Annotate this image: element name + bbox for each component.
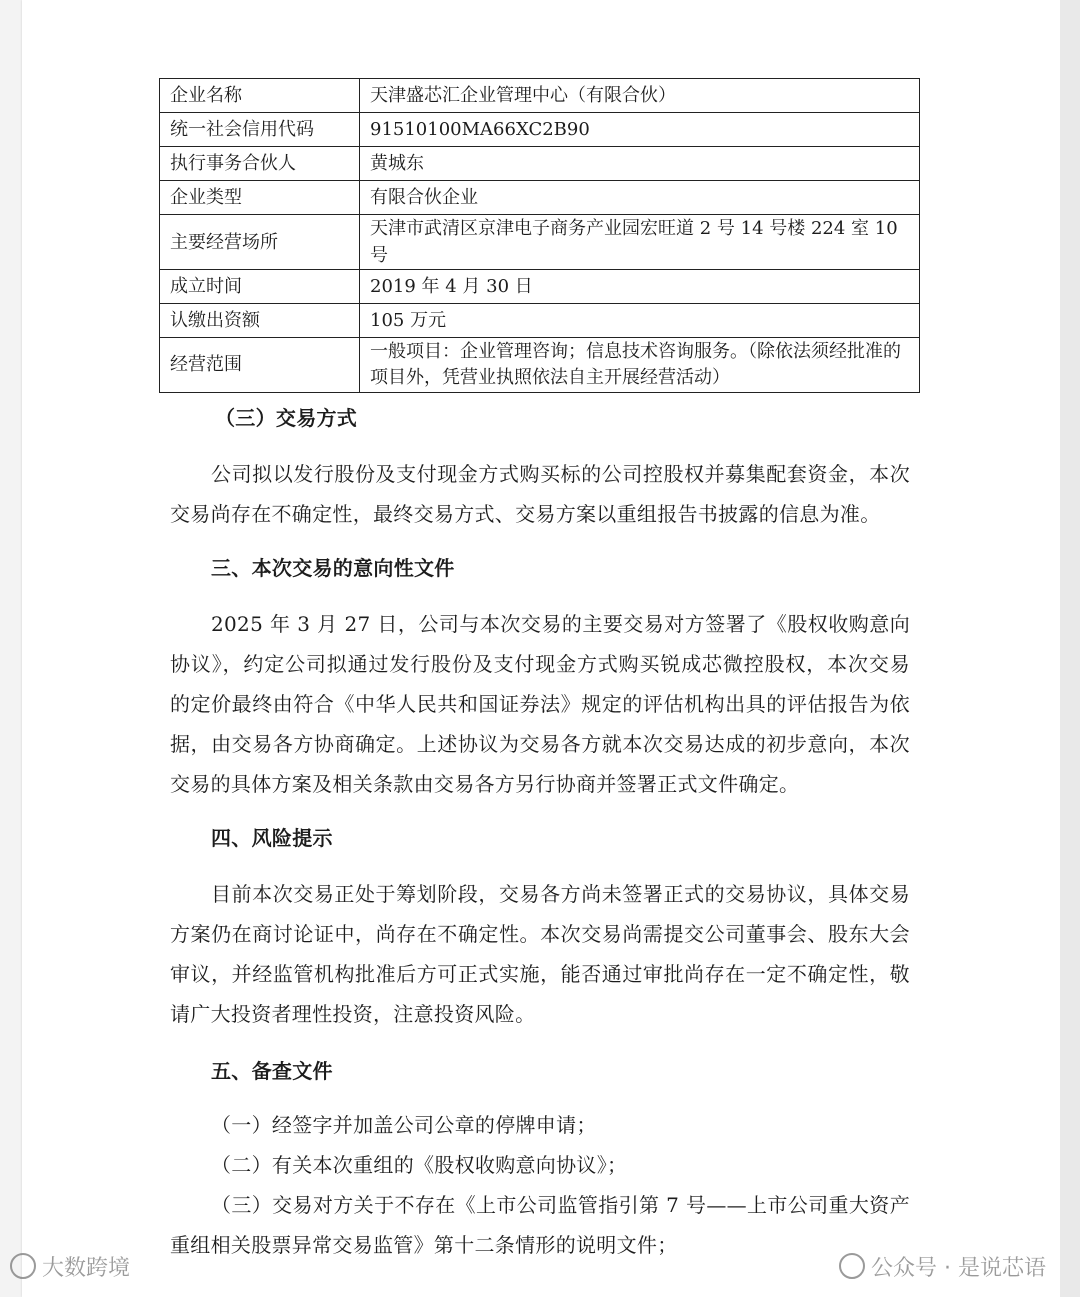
section-trade-method [170,398,910,534]
table-row [160,79,920,113]
list-item: （三）交易对方关于不存在《上市公司监管指引第 7 号——上市公司重大资产重组相关股票异常交易监管》第十二条情形的说明文件； [170,1193,910,1257]
table-value: 91510100MA66XC2B90 [360,113,920,147]
table-key: 企业类型 [160,181,360,215]
watermark-logo-icon [10,1253,36,1279]
watermark-right-text: 公众号 · 是说芯语 [871,1255,1046,1281]
table-key: 企业名称 [160,79,360,113]
watermark-right [839,1251,1046,1281]
table-row [160,215,920,270]
page-edge [1060,0,1080,1297]
list-item: （二）有关本次重组的《股权收购意向协议》； [211,1153,628,1177]
table-value: 天津盛芯汇企业管理中心（有限合伙） [360,79,920,113]
section-risk [170,818,910,1034]
table-value: 有限合伙企业 [360,181,920,215]
table-key: 主要经营场所 [160,215,360,270]
section-body: 目前本次交易正处于筹划阶段，交易各方尚未签署正式的交易协议，具体交易方案仍在商讨论证中，尚存在不确定性。本次交易尚需提交公司董事会、股东大会审议，并经监管机构批准后方可正式实施，能否通过审批尚存在一定不确定性，敬请广大投资者理性投资，注意投资风险。 [170,882,910,1026]
watermark-left-text: 大数跨境 [42,1255,131,1281]
section-heading: 三、本次交易的意向性文件 [211,556,455,580]
table-value: 105 万元 [360,304,920,338]
section-body: 2025 年 3 月 27 日，公司与本次交易的主要交易对方签署了《股权收购意向协议》，约定公司拟通过发行股份及支付现金方式购买锐成芯微控股权，本次交易的定价最终由符合《中华人民共和国证券法》规定的评估机构出具的评估报告为依据，由交易各方协商确定。上述协议为交易各方就本次交易达成的初步意向，本次交易的具体方案及相关条款由交易各方另行协商并签署正式文件确定。 [170,612,910,796]
table-value: 黄城东 [360,147,920,181]
section-reference-docs [170,1051,910,1265]
table-key: 经营范围 [160,338,360,393]
section-body: 公司拟以发行股份及支付现金方式购买标的公司控股权并募集配套资金，本次交易尚存在不确定性，最终交易方式、交易方案以重组报告书披露的信息为准。 [170,462,910,526]
table-value: 天津市武清区京津电子商务产业园宏旺道 2 号 14 号楼 224 室 10 号 [360,215,920,270]
table-key: 成立时间 [160,270,360,304]
wechat-icon [839,1253,865,1279]
watermark-left [10,1251,130,1281]
section-heading: 四、风险提示 [211,826,333,850]
table-row [160,113,920,147]
table-key: 认缴出资额 [160,304,360,338]
table-row [160,304,920,338]
section-intent-documents [170,548,910,804]
table-row [160,338,920,393]
company-info-table [159,78,920,393]
table-key: 执行事务合伙人 [160,147,360,181]
list-item: （一）经签字并加盖公司公章的停牌申请； [211,1113,597,1137]
table-value: 一般项目：企业管理咨询；信息技术咨询服务。（除依法须经批准的项目外，凭营业执照依法自主开展经营活动） [360,338,920,393]
table-value: 2019 年 4 月 30 日 [360,270,920,304]
table-row [160,147,920,181]
table-row [160,181,920,215]
section-heading: 五、备查文件 [211,1059,333,1083]
table-row [160,270,920,304]
section-heading: （三）交易方式 [215,406,358,430]
table-key: 统一社会信用代码 [160,113,360,147]
